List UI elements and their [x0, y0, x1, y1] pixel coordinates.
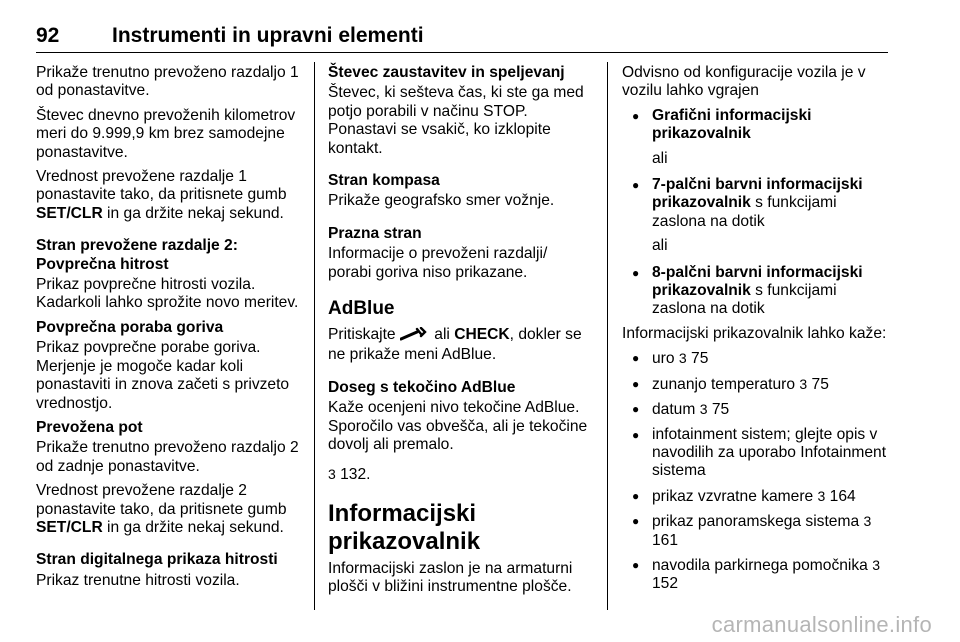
paragraph: Odvisno od konfiguracije vozila je v vozilu lahko vgrajen: [622, 64, 866, 100]
section-heading: Povprečna poraba goriva: [36, 318, 224, 336]
column-1: [36, 64, 302, 596]
list-item: ● prikaz vzvratne kamere 3 164: [622, 487, 892, 506]
arrow-icon: 3: [799, 375, 808, 392]
alternative-separator: ali: [652, 237, 668, 255]
button-name: CHECK: [454, 326, 510, 344]
list-item: ● navodila parkirnega pomočnika 3 152: [622, 556, 892, 594]
list-item: ● 7-palčni barvni informacijski prikazovalnik s funkcijami zaslona na dotik: [622, 176, 892, 231]
section-heading: Števec zaustavitev in speljevanj: [328, 64, 565, 81]
section-heading: AdBlue: [328, 298, 395, 320]
section-heading: Prazna stran: [328, 224, 422, 242]
arrow-icon: 3: [863, 513, 872, 530]
display-options-list: [622, 264, 892, 319]
list-item: ● 8-palčni barvni informacijski prikazovalnik s funkcijami zaslona na dotik: [622, 264, 892, 319]
list-item: ● uro 3 75: [622, 349, 892, 368]
paragraph: Prikaz povprečne hitrosti vozila. Kadarkoli lahko sprožite novo meritev.: [36, 276, 299, 312]
paragraph: Števec dnevno prevoženih kilometrov meri do 9.999,9 km brez samodejne ponastavitve.: [36, 106, 296, 161]
section-heading: Doseg s tekočino AdBlue: [328, 378, 516, 396]
paragraph: Prikaz povprečne porabe goriva. Merjenje je mogoče kadar koli ponastaviti in znova začeti s privzeto vrednostjo.: [36, 339, 290, 412]
column-3: [622, 64, 892, 600]
page-header: [36, 18, 888, 53]
paragraph: Vrednost prevožene razdalje 1 ponastavite tako, da pritisnete gumb SET/CLR in ga držite nekaj sekund.: [36, 168, 287, 222]
paragraph: Informacijski prikazovalnik lahko kaže:: [622, 324, 887, 342]
list-item: ● datum 3 75: [622, 400, 892, 419]
button-name: SET/CLR: [36, 204, 103, 222]
page-reference: 3 132.: [328, 465, 371, 483]
button-name: SET/CLR: [36, 518, 103, 536]
paragraph: Prikaže geografsko smer vožnje.: [328, 192, 555, 210]
paragraph: Kaže ocenjeni nivo tekočine AdBlue. Sporočilo vas obvešča, ali je tekočine dovolj ali premalo.: [328, 399, 588, 454]
section-heading: Stran kompasa: [328, 172, 440, 190]
paragraph: Prikaz trenutne hitrosti vozila.: [36, 571, 240, 589]
wrench-icon: [400, 327, 430, 346]
watermark: carmanualsonline.info: [711, 612, 932, 637]
column-2: [328, 64, 594, 603]
display-options-list: [622, 176, 892, 231]
list-item: ● zunanjo temperaturo 3 75: [622, 375, 892, 394]
list-item: ● infotainment sistem; glejte opis v navodilih za uporabo Infotainment sistema: [622, 426, 892, 481]
page-number: 92: [36, 24, 60, 47]
list-item: ● Grafični informacijski prikazovalnik: [622, 107, 892, 144]
features-list: [622, 349, 892, 593]
column-divider: [607, 62, 608, 610]
paragraph: Prikaže trenutno prevoženo razdaljo 2 od zadnje ponastavitve.: [36, 439, 299, 475]
display-options-list: [622, 107, 892, 144]
paragraph: Vrednost prevožene razdalje 2 ponastavite tako, da pritisnete gumb SET/CLR in ga držite nekaj sekund.: [36, 482, 287, 536]
arrow-icon: 3: [872, 556, 880, 573]
paragraph: Informacije o prevoženi razdalji/ porabi goriva niso prikazane.: [328, 245, 548, 281]
arrow-icon: 3: [699, 401, 708, 418]
paragraph: Pritiskajte ali CHECK, dokler se ne prikaže meni AdBlue.: [328, 326, 582, 364]
section-heading: Stran prevožene razdalje 2: Povprečna hitrost: [36, 237, 238, 273]
chapter-title: Instrumenti in upravni elementi: [112, 24, 424, 47]
column-divider: [314, 62, 315, 610]
list-item: ● prikaz panoramskega sistema 3 161: [622, 512, 892, 550]
section-heading: Prevožena pot: [36, 418, 143, 436]
paragraph: Informacijski zaslon je na armaturni plošči v bližini instrumentne plošče.: [328, 559, 573, 596]
arrow-icon: 3: [817, 487, 826, 504]
arrow-icon: 3: [678, 350, 687, 367]
paragraph: Prikaže trenutno prevoženo razdaljo 1 od ponastavitve.: [36, 64, 299, 100]
section-heading: Stran digitalnega prikaza hitrosti: [36, 551, 278, 569]
alternative-separator: ali: [652, 149, 668, 167]
arrow-icon: 3: [328, 465, 336, 482]
paragraph: Števec, ki sešteva čas, ki ste ga med potjo porabili v načinu STOP. Ponastavi se vsakič, ko izklopite kontakt.: [328, 84, 584, 157]
section-title: Informacijski prikazovalnik: [328, 499, 481, 555]
